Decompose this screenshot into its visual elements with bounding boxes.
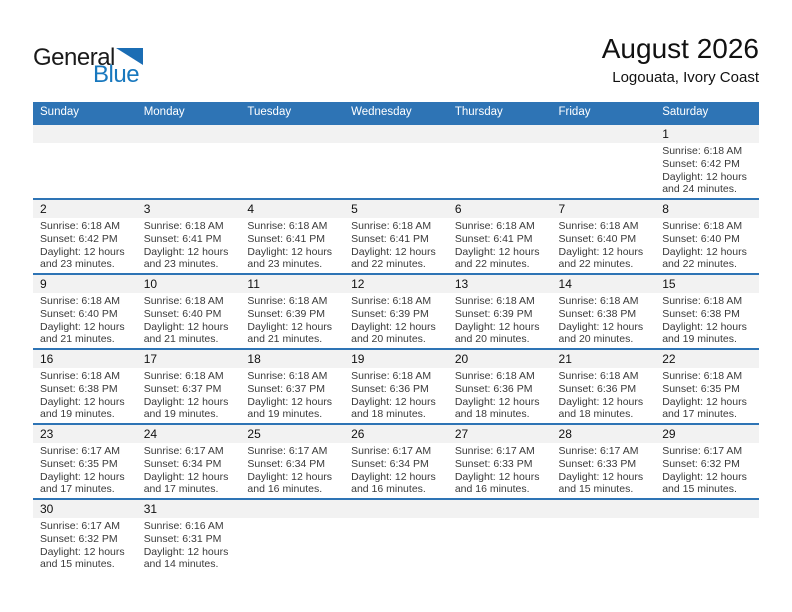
day-info xyxy=(448,218,552,273)
day-number: 6 xyxy=(448,200,552,218)
sunrise-line: Sunrise: 6:17 AM xyxy=(40,445,120,457)
daylight-line-1: Daylight: 12 hours xyxy=(454,395,540,408)
sunrise-line: Sunrise: 6:18 AM xyxy=(662,370,743,382)
daylight-line-1: Daylight: 12 hours xyxy=(40,395,125,408)
sunrise-line: Sunrise: 6:18 AM xyxy=(351,370,432,382)
day-info xyxy=(655,143,759,198)
sunset-line: Sunset: 6:34 PM xyxy=(247,457,326,470)
day-info xyxy=(137,518,241,573)
sunrise-line: Sunrise: 6:18 AM xyxy=(662,145,743,157)
day-info xyxy=(344,218,448,273)
day-number: 20 xyxy=(448,350,552,368)
day-info xyxy=(33,143,137,198)
daylight-line-1: Daylight: 12 hours xyxy=(40,320,125,333)
day-number: 11 xyxy=(240,275,344,293)
weekday-thursday: Thursday xyxy=(448,102,552,124)
day-number xyxy=(344,125,448,143)
day-info xyxy=(344,518,448,573)
sunset-line: Sunset: 6:40 PM xyxy=(40,307,118,320)
sunset-line: Sunset: 6:40 PM xyxy=(558,232,637,245)
sunrise-line: Sunrise: 6:17 AM xyxy=(40,520,120,532)
day-number: 29 xyxy=(655,425,759,443)
daylight-line-1: Daylight: 12 hours xyxy=(40,545,125,558)
calendar-body xyxy=(33,124,759,573)
weekday-tuesday: Tuesday xyxy=(240,102,344,124)
day-cell xyxy=(344,499,448,573)
sunset-line: Sunset: 6:41 PM xyxy=(143,232,222,245)
daylight-line-1: Daylight: 12 hours xyxy=(143,395,229,408)
day-info xyxy=(33,518,137,573)
day-number xyxy=(448,125,552,143)
sunrise-line: Sunrise: 6:18 AM xyxy=(662,295,743,307)
day-number xyxy=(552,500,656,518)
day-number: 7 xyxy=(552,200,656,218)
day-cell xyxy=(240,124,344,199)
day-number xyxy=(137,125,241,143)
daylight-line-2: and 17 minutes. xyxy=(40,483,115,496)
daylight-line-2: and 20 minutes. xyxy=(558,333,634,346)
day-info xyxy=(655,443,759,498)
daylight-line-1: Daylight: 12 hours xyxy=(143,470,229,483)
sunrise-line: Sunrise: 6:18 AM xyxy=(40,220,120,232)
sunrise-line: Sunrise: 6:17 AM xyxy=(143,445,224,457)
daylight-line-1: Daylight: 12 hours xyxy=(351,470,436,483)
daylight-line-2: and 21 minutes. xyxy=(40,333,115,346)
title-block xyxy=(602,34,759,87)
day-cell xyxy=(137,124,241,199)
day-number: 27 xyxy=(448,425,552,443)
daylight-line-2: and 23 minutes. xyxy=(143,258,219,271)
sunrise-line: Sunrise: 6:18 AM xyxy=(351,220,432,232)
sunrise-line: Sunrise: 6:18 AM xyxy=(143,295,224,307)
day-cell xyxy=(655,199,759,274)
sunset-line: Sunset: 6:32 PM xyxy=(40,532,118,545)
day-info xyxy=(33,218,137,273)
page-subtitle: Logouata, Ivory Coast xyxy=(612,69,759,86)
day-info xyxy=(240,143,344,198)
day-cell xyxy=(240,424,344,499)
sunset-line: Sunset: 6:39 PM xyxy=(351,307,429,320)
day-number xyxy=(655,500,759,518)
daylight-line-1: Daylight: 12 hours xyxy=(454,245,540,258)
day-info xyxy=(137,218,241,273)
sunrise-line: Sunrise: 6:18 AM xyxy=(143,370,224,382)
sunset-line: Sunset: 6:37 PM xyxy=(143,382,222,395)
daylight-line-2: and 19 minutes. xyxy=(662,333,737,346)
sunrise-line: Sunrise: 6:17 AM xyxy=(662,445,743,457)
day-number: 25 xyxy=(240,425,344,443)
sunrise-line: Sunrise: 6:18 AM xyxy=(40,370,120,382)
daylight-line-2: and 16 minutes. xyxy=(247,483,323,496)
day-number: 14 xyxy=(552,275,656,293)
daylight-line-1: Daylight: 12 hours xyxy=(247,320,333,333)
day-info xyxy=(448,368,552,423)
day-cell xyxy=(137,499,241,573)
daylight-line-2: and 22 minutes. xyxy=(351,258,426,271)
sunrise-line: Sunrise: 6:18 AM xyxy=(454,370,535,382)
day-number: 9 xyxy=(33,275,137,293)
day-cell xyxy=(655,274,759,349)
day-number: 24 xyxy=(137,425,241,443)
day-number xyxy=(33,125,137,143)
weekday-wednesday: Wednesday xyxy=(344,102,448,124)
day-info xyxy=(448,518,552,573)
day-cell xyxy=(137,274,241,349)
daylight-line-2: and 21 minutes. xyxy=(143,333,219,346)
sunrise-line: Sunrise: 6:18 AM xyxy=(558,370,639,382)
daylight-line-2: and 21 minutes. xyxy=(247,333,323,346)
daylight-line-2: and 17 minutes. xyxy=(143,483,219,496)
sunrise-line: Sunrise: 6:17 AM xyxy=(558,445,639,457)
daylight-line-1: Daylight: 12 hours xyxy=(454,320,540,333)
day-number: 17 xyxy=(137,350,241,368)
weekday-saturday: Saturday xyxy=(655,102,759,124)
sunrise-line: Sunrise: 6:18 AM xyxy=(40,295,120,307)
day-info xyxy=(137,368,241,423)
daylight-line-2: and 14 minutes. xyxy=(143,558,219,571)
sunrise-line: Sunrise: 6:18 AM xyxy=(454,295,535,307)
daylight-line-2: and 23 minutes. xyxy=(40,258,115,271)
daylight-line-2: and 22 minutes. xyxy=(454,258,530,271)
day-info xyxy=(448,143,552,198)
day-cell xyxy=(240,349,344,424)
day-cell xyxy=(655,349,759,424)
daylight-line-1: Daylight: 12 hours xyxy=(40,245,125,258)
day-info xyxy=(240,518,344,573)
daylight-line-1: Daylight: 12 hours xyxy=(454,470,540,483)
sunset-line: Sunset: 6:40 PM xyxy=(662,232,740,245)
day-info xyxy=(655,518,759,573)
day-cell xyxy=(448,199,552,274)
day-info xyxy=(137,443,241,498)
day-cell xyxy=(33,424,137,499)
day-info xyxy=(33,443,137,498)
sunset-line: Sunset: 6:36 PM xyxy=(558,382,637,395)
day-info xyxy=(240,368,344,423)
daylight-line-1: Daylight: 12 hours xyxy=(40,470,125,483)
day-info xyxy=(33,368,137,423)
daylight-line-2: and 19 minutes. xyxy=(247,408,323,421)
day-info xyxy=(344,293,448,348)
daylight-line-2: and 18 minutes. xyxy=(558,408,634,421)
sunset-line: Sunset: 6:32 PM xyxy=(662,457,740,470)
sunset-line: Sunset: 6:35 PM xyxy=(662,382,740,395)
sunset-line: Sunset: 6:33 PM xyxy=(558,457,637,470)
day-info xyxy=(240,293,344,348)
daylight-line-2: and 16 minutes. xyxy=(454,483,530,496)
day-cell xyxy=(552,424,656,499)
sunrise-line: Sunrise: 6:17 AM xyxy=(351,445,432,457)
day-number: 23 xyxy=(33,425,137,443)
page-header xyxy=(33,0,759,87)
day-cell xyxy=(137,199,241,274)
sunset-line: Sunset: 6:35 PM xyxy=(40,457,118,470)
day-number xyxy=(240,500,344,518)
sunset-line: Sunset: 6:39 PM xyxy=(247,307,326,320)
daylight-line-1: Daylight: 12 hours xyxy=(143,245,229,258)
sunrise-line: Sunrise: 6:18 AM xyxy=(247,370,328,382)
day-cell xyxy=(137,424,241,499)
day-number: 4 xyxy=(240,200,344,218)
day-cell xyxy=(240,274,344,349)
calendar-head xyxy=(33,102,759,124)
day-cell xyxy=(448,499,552,573)
day-info xyxy=(655,293,759,348)
day-cell xyxy=(240,499,344,573)
sunset-line: Sunset: 6:36 PM xyxy=(351,382,429,395)
day-number xyxy=(240,125,344,143)
sunrise-line: Sunrise: 6:17 AM xyxy=(454,445,535,457)
day-info xyxy=(552,518,656,573)
day-cell xyxy=(552,499,656,573)
daylight-line-2: and 18 minutes. xyxy=(454,408,530,421)
day-number: 1 xyxy=(655,125,759,143)
calendar-week-row xyxy=(33,124,759,199)
sunrise-line: Sunrise: 6:18 AM xyxy=(351,295,432,307)
day-number: 16 xyxy=(33,350,137,368)
day-number: 19 xyxy=(344,350,448,368)
sunset-line: Sunset: 6:41 PM xyxy=(454,232,533,245)
day-number: 3 xyxy=(137,200,241,218)
day-cell xyxy=(344,349,448,424)
daylight-line-1: Daylight: 12 hours xyxy=(558,395,644,408)
sunrise-line: Sunrise: 6:18 AM xyxy=(143,220,224,232)
day-number: 10 xyxy=(137,275,241,293)
calendar-week-row xyxy=(33,499,759,573)
daylight-line-2: and 15 minutes. xyxy=(662,483,737,496)
day-number xyxy=(448,500,552,518)
day-cell xyxy=(344,424,448,499)
sunset-line: Sunset: 6:36 PM xyxy=(454,382,533,395)
day-info xyxy=(344,368,448,423)
weekday-monday: Monday xyxy=(137,102,241,124)
weekday-sunday: Sunday xyxy=(33,102,137,124)
day-cell xyxy=(33,274,137,349)
sunrise-line: Sunrise: 6:18 AM xyxy=(558,295,639,307)
logo-word-general: General xyxy=(33,44,115,71)
day-number: 13 xyxy=(448,275,552,293)
daylight-line-2: and 22 minutes. xyxy=(558,258,634,271)
sunset-line: Sunset: 6:38 PM xyxy=(662,307,740,320)
day-cell xyxy=(448,124,552,199)
weekday-friday: Friday xyxy=(552,102,656,124)
sunset-line: Sunset: 6:41 PM xyxy=(351,232,429,245)
daylight-line-2: and 15 minutes. xyxy=(40,558,115,571)
day-number: 21 xyxy=(552,350,656,368)
day-number: 22 xyxy=(655,350,759,368)
day-info xyxy=(137,143,241,198)
daylight-line-1: Daylight: 12 hours xyxy=(351,245,436,258)
sunset-line: Sunset: 6:34 PM xyxy=(351,457,429,470)
day-number xyxy=(552,125,656,143)
day-cell xyxy=(655,499,759,573)
day-cell xyxy=(33,499,137,573)
calendar-week-row xyxy=(33,199,759,274)
day-info xyxy=(240,443,344,498)
day-cell xyxy=(448,424,552,499)
daylight-line-2: and 20 minutes. xyxy=(454,333,530,346)
daylight-line-1: Daylight: 12 hours xyxy=(351,395,436,408)
day-info xyxy=(448,443,552,498)
daylight-line-2: and 23 minutes. xyxy=(247,258,323,271)
sunrise-line: Sunrise: 6:18 AM xyxy=(247,295,328,307)
day-cell xyxy=(552,124,656,199)
day-info xyxy=(344,443,448,498)
calendar-week-row xyxy=(33,274,759,349)
day-info xyxy=(552,368,656,423)
daylight-line-2: and 19 minutes. xyxy=(143,408,219,421)
day-info xyxy=(33,293,137,348)
day-info xyxy=(240,218,344,273)
sunrise-line: Sunrise: 6:18 AM xyxy=(662,220,743,232)
day-cell xyxy=(552,199,656,274)
day-cell xyxy=(344,274,448,349)
daylight-line-1: Daylight: 12 hours xyxy=(558,470,644,483)
sunset-line: Sunset: 6:38 PM xyxy=(558,307,637,320)
calendar-week-row xyxy=(33,424,759,499)
day-cell xyxy=(552,274,656,349)
daylight-line-1: Daylight: 12 hours xyxy=(351,320,436,333)
weekday-header-row xyxy=(33,102,759,124)
day-number: 12 xyxy=(344,275,448,293)
day-number: 26 xyxy=(344,425,448,443)
daylight-line-1: Daylight: 12 hours xyxy=(662,395,747,408)
day-number: 2 xyxy=(33,200,137,218)
daylight-line-1: Daylight: 12 hours xyxy=(558,245,644,258)
daylight-line-2: and 16 minutes. xyxy=(351,483,426,496)
day-info xyxy=(552,293,656,348)
day-cell xyxy=(448,274,552,349)
sunrise-line: Sunrise: 6:18 AM xyxy=(558,220,639,232)
day-info xyxy=(448,293,552,348)
sunset-line: Sunset: 6:33 PM xyxy=(454,457,533,470)
day-info xyxy=(137,293,241,348)
sunset-line: Sunset: 6:42 PM xyxy=(662,157,740,170)
sunset-line: Sunset: 6:41 PM xyxy=(247,232,326,245)
daylight-line-1: Daylight: 12 hours xyxy=(143,545,229,558)
daylight-line-2: and 15 minutes. xyxy=(558,483,634,496)
daylight-line-2: and 20 minutes. xyxy=(351,333,426,346)
calendar-week-row xyxy=(33,349,759,424)
day-info xyxy=(655,218,759,273)
page-title: August 2026 xyxy=(601,33,759,64)
sunset-line: Sunset: 6:40 PM xyxy=(143,307,222,320)
day-cell xyxy=(655,424,759,499)
daylight-line-2: and 17 minutes. xyxy=(662,408,737,421)
sunrise-line: Sunrise: 6:18 AM xyxy=(247,220,328,232)
sunset-line: Sunset: 6:42 PM xyxy=(40,232,118,245)
logo-word-blue: Blue xyxy=(93,61,140,88)
day-cell xyxy=(137,349,241,424)
daylight-line-1: Daylight: 12 hours xyxy=(662,170,747,183)
day-number: 5 xyxy=(344,200,448,218)
day-number: 28 xyxy=(552,425,656,443)
general-blue-logo xyxy=(33,46,143,87)
daylight-line-1: Daylight: 12 hours xyxy=(558,320,644,333)
day-cell xyxy=(552,349,656,424)
sunrise-line: Sunrise: 6:17 AM xyxy=(247,445,328,457)
day-info xyxy=(655,368,759,423)
sunset-line: Sunset: 6:37 PM xyxy=(247,382,326,395)
day-info xyxy=(344,143,448,198)
day-cell xyxy=(344,124,448,199)
sunrise-line: Sunrise: 6:18 AM xyxy=(454,220,535,232)
daylight-line-2: and 18 minutes. xyxy=(351,408,426,421)
day-info xyxy=(552,443,656,498)
sunset-line: Sunset: 6:39 PM xyxy=(454,307,533,320)
calendar-table xyxy=(33,102,759,573)
sunset-line: Sunset: 6:31 PM xyxy=(143,532,222,545)
daylight-line-1: Daylight: 12 hours xyxy=(662,320,747,333)
day-number: 18 xyxy=(240,350,344,368)
day-info xyxy=(552,143,656,198)
day-cell xyxy=(344,199,448,274)
day-number: 8 xyxy=(655,200,759,218)
day-cell xyxy=(655,124,759,199)
day-cell xyxy=(240,199,344,274)
day-number xyxy=(344,500,448,518)
daylight-line-2: and 19 minutes. xyxy=(40,408,115,421)
day-cell xyxy=(33,349,137,424)
daylight-line-1: Daylight: 12 hours xyxy=(662,470,747,483)
daylight-line-2: and 22 minutes. xyxy=(662,258,737,271)
sunset-line: Sunset: 6:34 PM xyxy=(143,457,222,470)
sunset-line: Sunset: 6:38 PM xyxy=(40,382,118,395)
daylight-line-1: Daylight: 12 hours xyxy=(247,470,333,483)
daylight-line-1: Daylight: 12 hours xyxy=(662,245,747,258)
daylight-line-1: Daylight: 12 hours xyxy=(247,245,333,258)
day-number: 31 xyxy=(137,500,241,518)
day-cell xyxy=(33,199,137,274)
day-info xyxy=(552,218,656,273)
daylight-line-2: and 24 minutes. xyxy=(662,183,737,196)
day-cell xyxy=(33,124,137,199)
daylight-line-1: Daylight: 12 hours xyxy=(143,320,229,333)
sunrise-line: Sunrise: 6:16 AM xyxy=(143,520,224,532)
day-number: 15 xyxy=(655,275,759,293)
day-cell xyxy=(448,349,552,424)
daylight-line-1: Daylight: 12 hours xyxy=(247,395,333,408)
day-number: 30 xyxy=(33,500,137,518)
